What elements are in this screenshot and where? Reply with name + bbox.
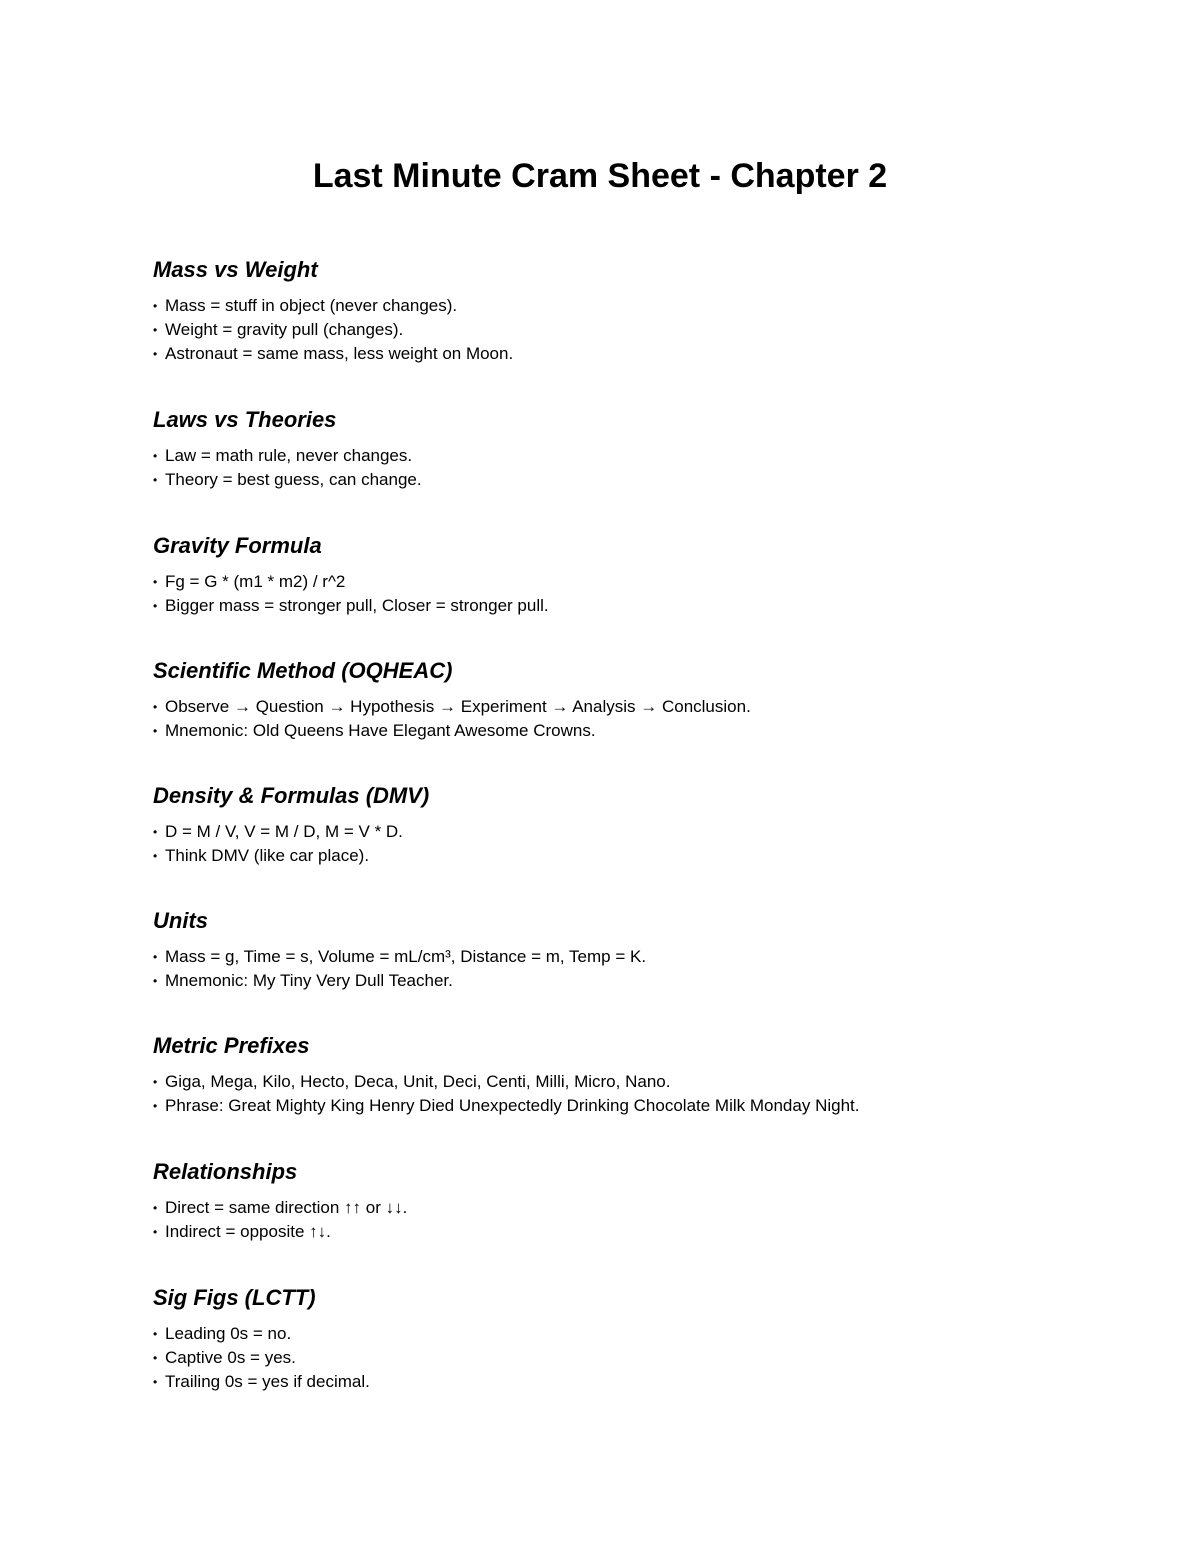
- section-density-formulas: [153, 781, 1113, 868]
- bullet-icon: •: [153, 347, 158, 361]
- list-item-text: Captive 0s = yes.: [165, 1348, 296, 1367]
- list-item: [153, 1370, 1113, 1394]
- list-item: [153, 820, 1113, 844]
- bullet-list: [153, 1070, 1113, 1118]
- section-heading: Relationships: [153, 1159, 298, 1184]
- section-laws-vs-theories: [153, 405, 1113, 492]
- section-metric-prefixes: [153, 1031, 1113, 1118]
- list-item-text: Observe → Question → Hypothesis → Experiment → Analysis → Conclusion.: [165, 697, 751, 716]
- list-item: [153, 294, 1113, 318]
- bullet-icon: •: [153, 1225, 158, 1239]
- list-item-text: Law = math rule, never changes.: [165, 446, 413, 465]
- list-item: [153, 969, 1113, 993]
- bullet-icon: •: [153, 1099, 158, 1113]
- list-item: [153, 695, 1113, 719]
- section-relationships: [153, 1157, 1113, 1244]
- bullet-icon: •: [153, 473, 158, 487]
- list-item-text: Astronaut = same mass, less weight on Moon.: [165, 344, 514, 363]
- bullet-list: [153, 695, 1113, 743]
- section-heading: Units: [153, 908, 208, 933]
- section-heading: Metric Prefixes: [153, 1033, 310, 1058]
- section-heading: Sig Figs (LCTT): [153, 1285, 316, 1310]
- section-sig-figs: [153, 1283, 1113, 1394]
- section-heading: Scientific Method (OQHEAC): [153, 658, 453, 683]
- list-item-text: D = M / V, V = M / D, M = V * D.: [165, 822, 403, 841]
- list-item: [153, 318, 1113, 342]
- list-item-text: Mass = g, Time = s, Volume = mL/cm³, Distance = m, Temp = K.: [165, 947, 647, 966]
- bullet-icon: •: [153, 575, 158, 589]
- bullet-icon: •: [153, 1201, 158, 1215]
- bullet-icon: •: [153, 599, 158, 613]
- list-item-text: Leading 0s = no.: [165, 1324, 292, 1343]
- bullet-list: [153, 820, 1113, 868]
- list-item-text: Theory = best guess, can change.: [165, 470, 422, 489]
- bullet-list: [153, 1322, 1113, 1394]
- list-item: [153, 444, 1113, 468]
- section-heading: Laws vs Theories: [153, 407, 337, 432]
- section-heading: Gravity Formula: [153, 533, 322, 558]
- bullet-icon: •: [153, 1075, 158, 1089]
- list-item-text: Trailing 0s = yes if decimal.: [165, 1372, 370, 1391]
- bullet-icon: •: [153, 825, 158, 839]
- list-item-text: Bigger mass = stronger pull, Closer = stronger pull.: [165, 596, 549, 615]
- bullet-icon: •: [153, 849, 158, 863]
- page-title: Last Minute Cram Sheet - Chapter 2: [312, 157, 888, 195]
- list-item: [153, 342, 1113, 366]
- bullet-icon: •: [153, 974, 158, 988]
- list-item-text: Think DMV (like car place).: [165, 846, 370, 865]
- list-item-text: Giga, Mega, Kilo, Hecto, Deca, Unit, Deci, Centi, Milli, Micro, Nano.: [165, 1072, 671, 1091]
- list-item-text: Indirect = opposite ↑↓.: [165, 1222, 331, 1241]
- list-item: [153, 945, 1113, 969]
- bullet-icon: •: [153, 1351, 158, 1365]
- bullet-icon: •: [153, 449, 158, 463]
- list-item-text: Phrase: Great Mighty King Henry Died Unexpectedly Drinking Chocolate Milk Monday Night.: [165, 1096, 860, 1115]
- bullet-list: [153, 294, 1113, 366]
- bullet-list: [153, 444, 1113, 492]
- list-item: [153, 1322, 1113, 1346]
- list-item: [153, 1346, 1113, 1370]
- list-item: [153, 468, 1113, 492]
- list-item: [153, 719, 1113, 743]
- bullet-list: [153, 945, 1113, 993]
- list-item: [153, 844, 1113, 868]
- bullet-icon: •: [153, 1327, 158, 1341]
- list-item-text: Weight = gravity pull (changes).: [165, 320, 404, 339]
- list-item-text: Mnemonic: My Tiny Very Dull Teacher.: [165, 971, 453, 990]
- section-units: [153, 906, 1113, 993]
- list-item: [153, 1220, 1113, 1244]
- section-heading: Mass vs Weight: [153, 257, 318, 282]
- list-item: [153, 1094, 1113, 1118]
- list-item: [153, 570, 1113, 594]
- list-item: [153, 594, 1113, 618]
- section-scientific-method: [153, 656, 1113, 743]
- section-heading: Density & Formulas (DMV): [153, 783, 430, 808]
- bullet-icon: •: [153, 700, 158, 714]
- list-item-text: Fg = G * (m1 * m2) / r^2: [165, 572, 346, 591]
- list-item-text: Direct = same direction ↑↑ or ↓↓.: [165, 1198, 408, 1217]
- section-gravity-formula: [153, 531, 1113, 618]
- bullet-list: [153, 1196, 1113, 1244]
- bullet-icon: •: [153, 950, 158, 964]
- list-item: [153, 1196, 1113, 1220]
- bullet-icon: •: [153, 323, 158, 337]
- bullet-list: [153, 570, 1113, 618]
- bullet-icon: •: [153, 299, 158, 313]
- bullet-icon: •: [153, 1375, 158, 1389]
- section-mass-vs-weight: [153, 255, 1113, 366]
- list-item: [153, 1070, 1113, 1094]
- list-item-text: Mass = stuff in object (never changes).: [165, 296, 458, 315]
- list-item-text: Mnemonic: Old Queens Have Elegant Awesome Crowns.: [165, 721, 596, 740]
- bullet-icon: •: [153, 724, 158, 738]
